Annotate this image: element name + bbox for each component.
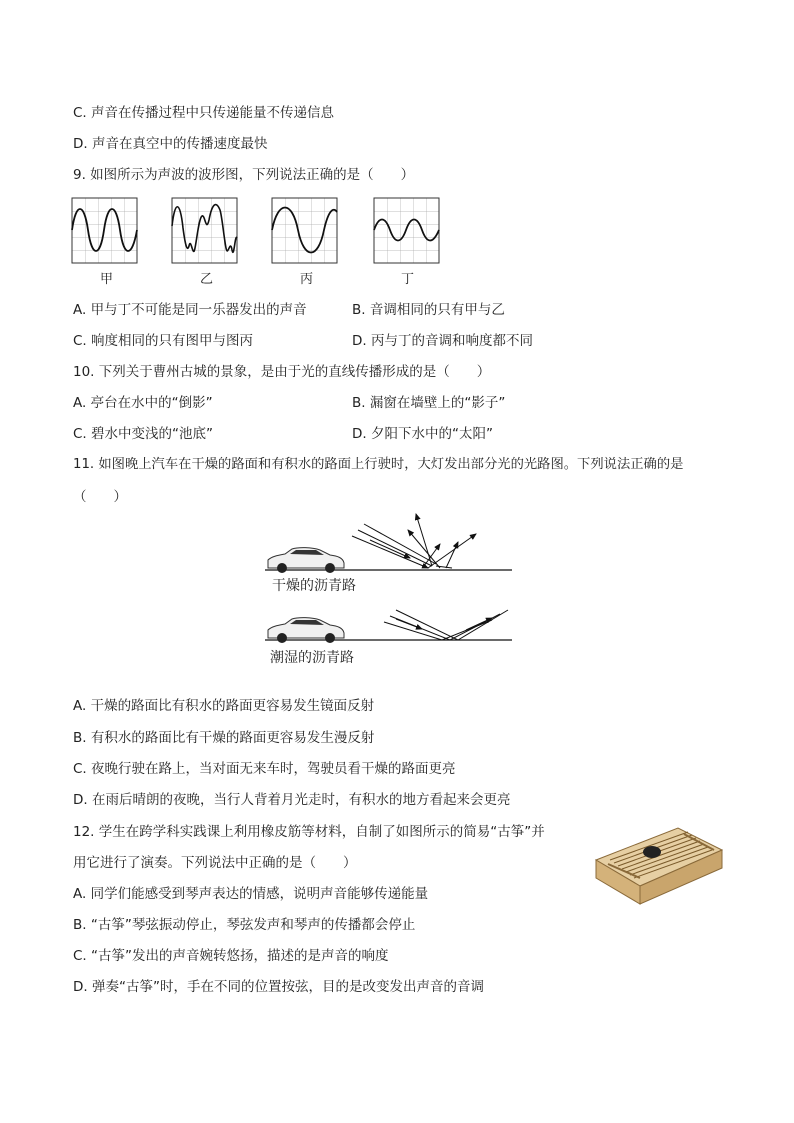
waveform-yi xyxy=(172,198,237,263)
q12-option-b: B. “古筝”琴弦振动停止，琴弦发声和琴声的传播都会停止 xyxy=(73,917,416,933)
label-wet-road: 潮湿的沥青路 xyxy=(270,650,354,666)
wave-label-yi: 乙 xyxy=(200,272,214,287)
q11-option-b: B. 有积水的路面比有干燥的路面更容易发生漫反射 xyxy=(73,730,375,746)
q11-light-path-figure xyxy=(0,508,794,668)
car-icon-dry xyxy=(268,548,344,573)
q9-option-b: B. 音调相同的只有甲与乙 xyxy=(352,302,505,318)
wet-road-diagram xyxy=(265,610,512,643)
waveform-bing xyxy=(272,198,337,263)
q8-option-d: D. 声音在真空中的传播速度最快 xyxy=(73,136,268,152)
q9-stem: 9. 如图所示为声波的波形图，下列说法正确的是（ ） xyxy=(73,167,415,183)
guzheng-image xyxy=(590,820,730,910)
q12-stem-line2: 用它进行了演奏。下列说法中正确的是（ ） xyxy=(73,855,357,871)
q12-option-c: C. “古筝”发出的声音婉转悠扬，描述的是声音的响度 xyxy=(73,948,389,964)
wave-label-ding: 丁 xyxy=(401,272,415,287)
q11-stem-line1: 11. 如图晚上汽车在干燥的路面和有积水的路面上行驶时，大灯发出部分光的光路图。下列说法正确的是 xyxy=(73,457,684,472)
dry-road-diagram xyxy=(265,514,512,573)
waveform-jia xyxy=(72,198,137,263)
wave-label-jia: 甲 xyxy=(100,272,114,287)
waveform-ding xyxy=(374,198,439,263)
q11-option-a: A. 干燥的路面比有积水的路面更容易发生镜面反射 xyxy=(73,698,375,714)
wave-label-bing: 丙 xyxy=(300,272,314,287)
q10-option-b: B. 漏窗在墙壁上的“影子” xyxy=(352,395,506,411)
q11-stem-line2: （ ） xyxy=(73,489,127,505)
q12-stem-line1: 12. 学生在跨学科实践课上利用橡皮筋等材料，自制了如图所示的简易“古筝”并 xyxy=(73,824,545,840)
q9-option-a: A. 甲与丁不可能是同一乐器发出的声音 xyxy=(73,302,307,318)
q12-option-d: D. 弹奏“古筝”时，手在不同的位置按弦，目的是改变发出声音的音调 xyxy=(73,979,484,995)
q10-option-d: D. 夕阳下水中的“太阳” xyxy=(352,426,493,442)
q11-option-d: D. 在雨后晴朗的夜晚，当行人背着月光走时，有积水的地方看起来会更亮 xyxy=(73,792,511,808)
q9-option-c: C. 响度相同的只有图甲与图丙 xyxy=(73,333,254,349)
q9-option-d: D. 丙与丁的音调和响度都不同 xyxy=(352,333,533,349)
q10-stem: 10. 下列关于曹州古城的景象，是由于光的直线传播形成的是（ ） xyxy=(73,364,491,380)
q9-waveform-figure xyxy=(0,196,794,276)
q8-option-c: C. 声音在传播过程中只传递能量不传递信息 xyxy=(73,105,335,121)
q10-option-a: A. 亭台在水中的“倒影” xyxy=(73,395,213,411)
label-dry-road: 干燥的沥青路 xyxy=(272,578,356,594)
q10-option-c: C. 碧水中变浅的“池底” xyxy=(73,426,213,442)
q11-option-c: C. 夜晚行驶在路上，当对面无来车时，驾驶员看干燥的路面更亮 xyxy=(73,761,456,777)
q12-option-a: A. 同学们能感受到琴声表达的情感，说明声音能够传递能量 xyxy=(73,886,429,902)
car-icon-wet xyxy=(268,618,344,643)
